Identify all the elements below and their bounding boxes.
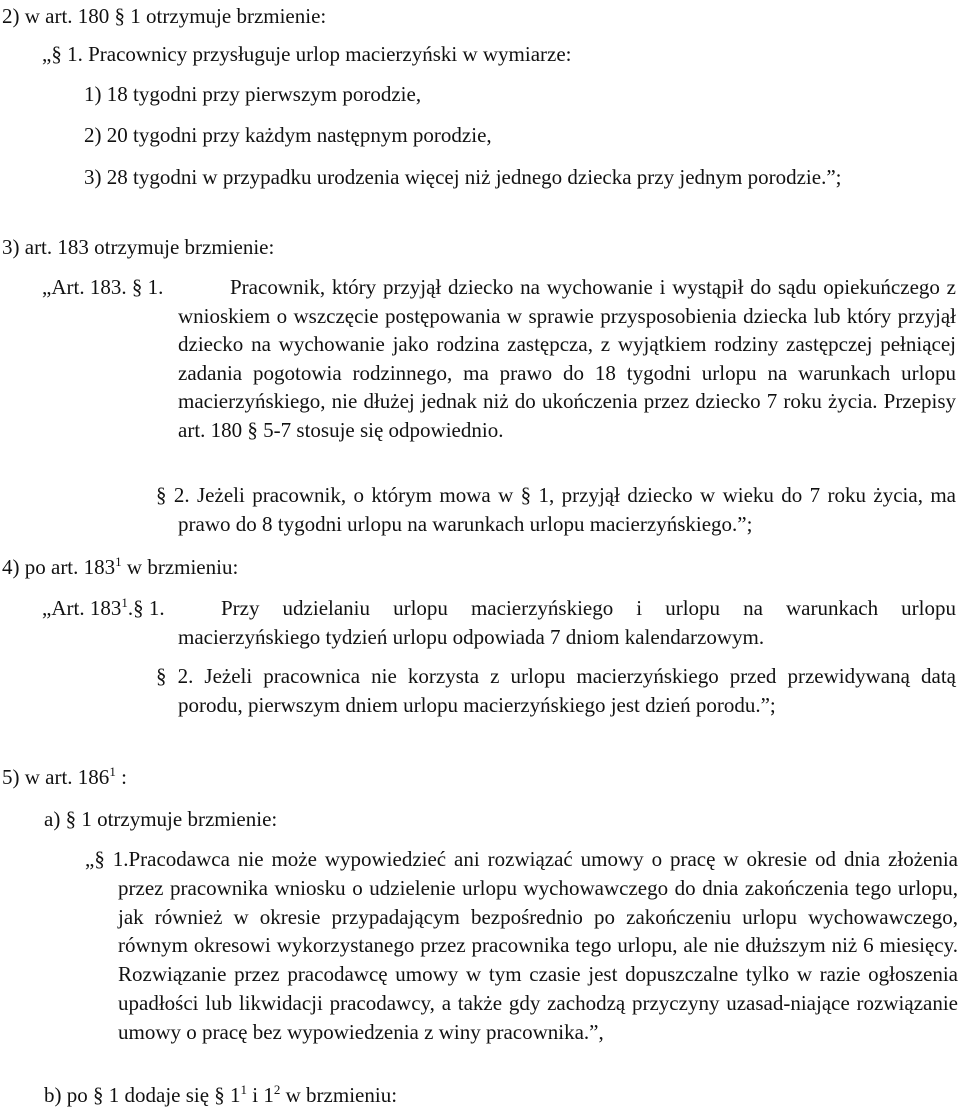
art1831-par2: § 2. Jeżeli pracownica nie korzysta z urlopu macierzyńskiego przed przewidywaną datą porodu, pierwszym dniem urlopu macierzyńskiego jest dzień porodu.”; (156, 664, 956, 717)
art180-item-3: 3) 28 tygodni w przypadku urodzenia więcej niż jednego dziecka przy jednym porodzie.”; (84, 165, 842, 189)
art1831-par1: Przy udzielaniu urlopu macierzyńskiego i urlopu na warunkach urlopu macierzyńskiego tydzień urlopu odpowiada 7 dniom kalendarzowym. (178, 596, 956, 649)
art183-heading: „Art. 183. § 1. (42, 275, 164, 299)
amendment-2-intro: 2) w art. 180 § 1 otrzymuje brzmienie: (2, 4, 327, 28)
amendment-5b-intro: b) po § 1 dodaje się § $1^1$ i $1^2$ w brzmieniu: (44, 1082, 398, 1107)
art180-item-1: 1) 18 tygodni przy pierwszym porodzie, (84, 82, 422, 106)
art183-par1: Pracownik, który przyjął dziecko na wychowanie i wystąpił do sądu opiekuńczego z wnioskiem o wszczęcie postępowania w sprawie przysposobienia dziecka lub który przyjął dziecko na wychowanie jako rodzina zastępcza, z wyjątkiem rodziny zastępczej pełniącej zadania pogotowia rodzinnego, ma prawo do 18 tygodni urlopu na warunkach urlopu macierzyńskiego, nie dłużej jednak niż do ukończenia przez dziecko 7 roku życia. Przepisy art. 180 § 5-7 stosuje się odpowiednio. (178, 275, 956, 442)
amendment-4-intro: 4) po art. $183^1$ w brzmieniu: (2, 554, 239, 579)
art183-par2: § 2. Jeżeli pracownik, o którym mowa w § 1, przyjął dziecko w wieku do 7 roku życia, ma prawo do 8 tygodni urlopu na warunkach urlopu macierzyńskiego.”; (156, 483, 956, 536)
art1861-par1: „§ 1.Pracodawca nie może wypowiedzieć ani rozwiązać umowy o pracę w okresie od dnia złożenia przez pracownika wniosku o udzielenie urlopu wychowawczego do dnia zakończenia tego urlopu, jak również w okresie przypadającym bezpośrednio po zakończeniu urlopu wychowawczego, równym okresowi wykorzystanego przez pracownika tego urlopu, ale nie dłuższym niż 6 miesięcy. Rozwiązanie przez pracodawcę umowy w tym czasie jest dopuszczalne tylko w razie ogłoszenia upadłości lub likwidacji pracodawcy, a także gdy zachodzą przyczyny uzasad-niające rozwiązanie umowy o pracę bez wypowiedzenia z winy pracownika.”, (85, 847, 958, 1044)
art180-par1-intro: „§ 1. Pracownicy przysługuje urlop macierzyński w wymiarze: (42, 42, 572, 66)
art180-item-2: 2) 20 tygodni przy każdym następnym porodzie, (84, 123, 492, 147)
amendment-3-intro: 3) art. 183 otrzymuje brzmienie: (2, 235, 275, 259)
art1831-heading: „Art. $183^1.\S$ 1. (42, 595, 165, 620)
amendment-5-intro: 5) w art. $186^1$ : (2, 764, 127, 789)
amendment-5a-intro: a) § 1 otrzymuje brzmienie: (44, 807, 278, 831)
